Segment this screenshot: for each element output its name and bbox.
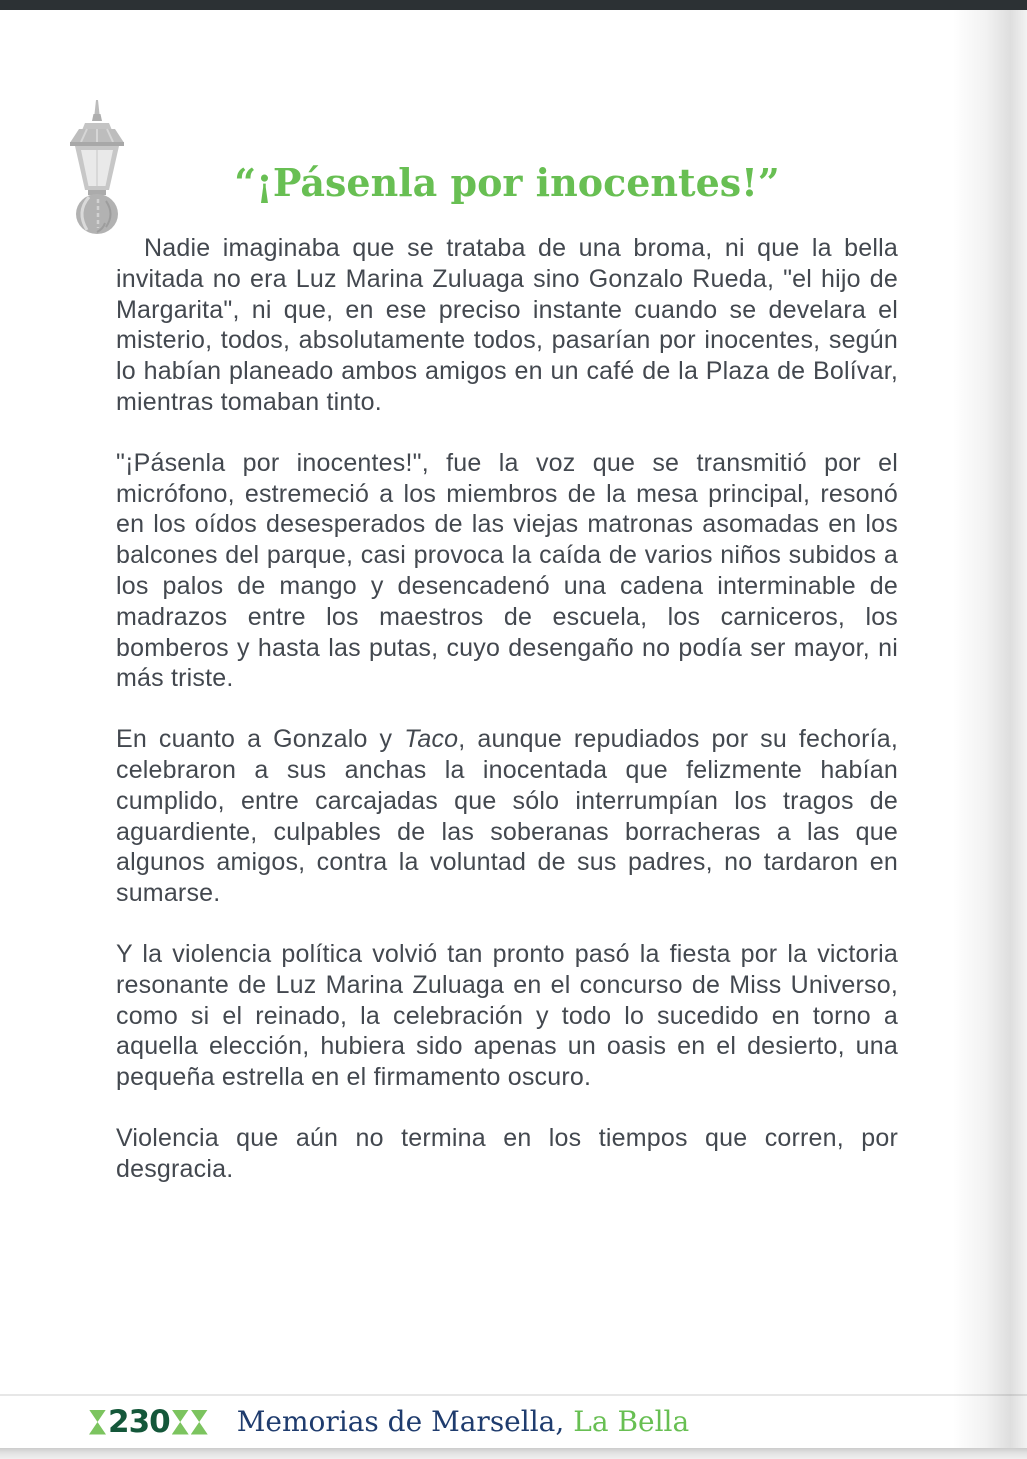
paragraph-3-text-end: , aunque repudiados por su fechoría, celebraron a sus anchas la inocentada que felizmente habían cumplido, entre carcajadas que sólo interrumpían los tragos de aguardiente, culpables de las soberanas borracheras a las que algunos amigos, contra la voluntad de sus padres, no tardaron en sumarse.	[116, 725, 898, 908]
hourglass-ornament-icon	[89, 1410, 106, 1435]
running-footer-title	[236, 1405, 690, 1438]
book-subtitle: La Bella	[573, 1405, 690, 1438]
body-paragraph-1: Nadie imaginaba que se trataba de una broma, ni que la bella invitada no era Luz Marina Zuluaga sino Gonzalo Rueda, "el hijo de Margarita", ni que, en ese preciso instante cuando se develara el misterio, todos, absolutamente todos, pasarían por inocentes, según lo habían planeado ambos amigos en un café de la Plaza de Bolívar, mientras tomaban tinto.	[116, 234, 898, 416]
paragraph-3-italic-word: Taco	[404, 725, 459, 754]
hourglass-ornament-icon	[191, 1410, 208, 1435]
hourglass-ornament-icon	[172, 1410, 189, 1435]
page-number-ornament	[88, 1403, 209, 1440]
body-paragraph-3	[116, 724, 898, 909]
chapter-body	[116, 233, 898, 1215]
page-number: 230	[108, 1403, 170, 1440]
paragraph-3-text: En cuanto a Gonzalo y	[116, 725, 405, 754]
body-paragraph-5: Violencia que aún no termina en los tiempos que corren, por desgracia.	[116, 1123, 898, 1183]
chapter-title: “¡Pásenla por inocentes!”	[234, 160, 780, 205]
page-footer	[88, 1398, 689, 1446]
body-paragraph-4: Y la violencia política volvió tan pronto pasó la fiesta por la victoria resonante de Luz Marina Zuluaga en el concurso de Miss Universo, como si el reinado, la celebración y todo lo sucedido en torno a aquella elección, hubiera sido apenas un oasis en el desierto, una pequeña estrella en el firmamento oscuro.	[116, 939, 898, 1092]
top-dark-bar	[0, 0, 1027, 10]
footer-divider	[0, 1394, 1027, 1396]
page-bottom-edge-shadow	[0, 1448, 1027, 1459]
page-right-edge-shadow	[952, 10, 1027, 1448]
body-paragraph-2: "¡Pásenla por inocentes!", fue la voz que se transmitió por el micrófono, estremeció a los miembros de la mesa principal, resonó en los oídos desesperados de las viejas matronas asomadas en los balcones del parque, casi provoca la caída de varios niños subidos a los palos de mango y desencadenó una cadena interminable de madrazos entre los maestros de escuela, los carniceros, los bomberos y hasta las putas, cuyo desengaño no podía ser mayor, ni más triste.	[116, 448, 898, 693]
book-title: Memorias de Marsella,	[236, 1405, 565, 1438]
